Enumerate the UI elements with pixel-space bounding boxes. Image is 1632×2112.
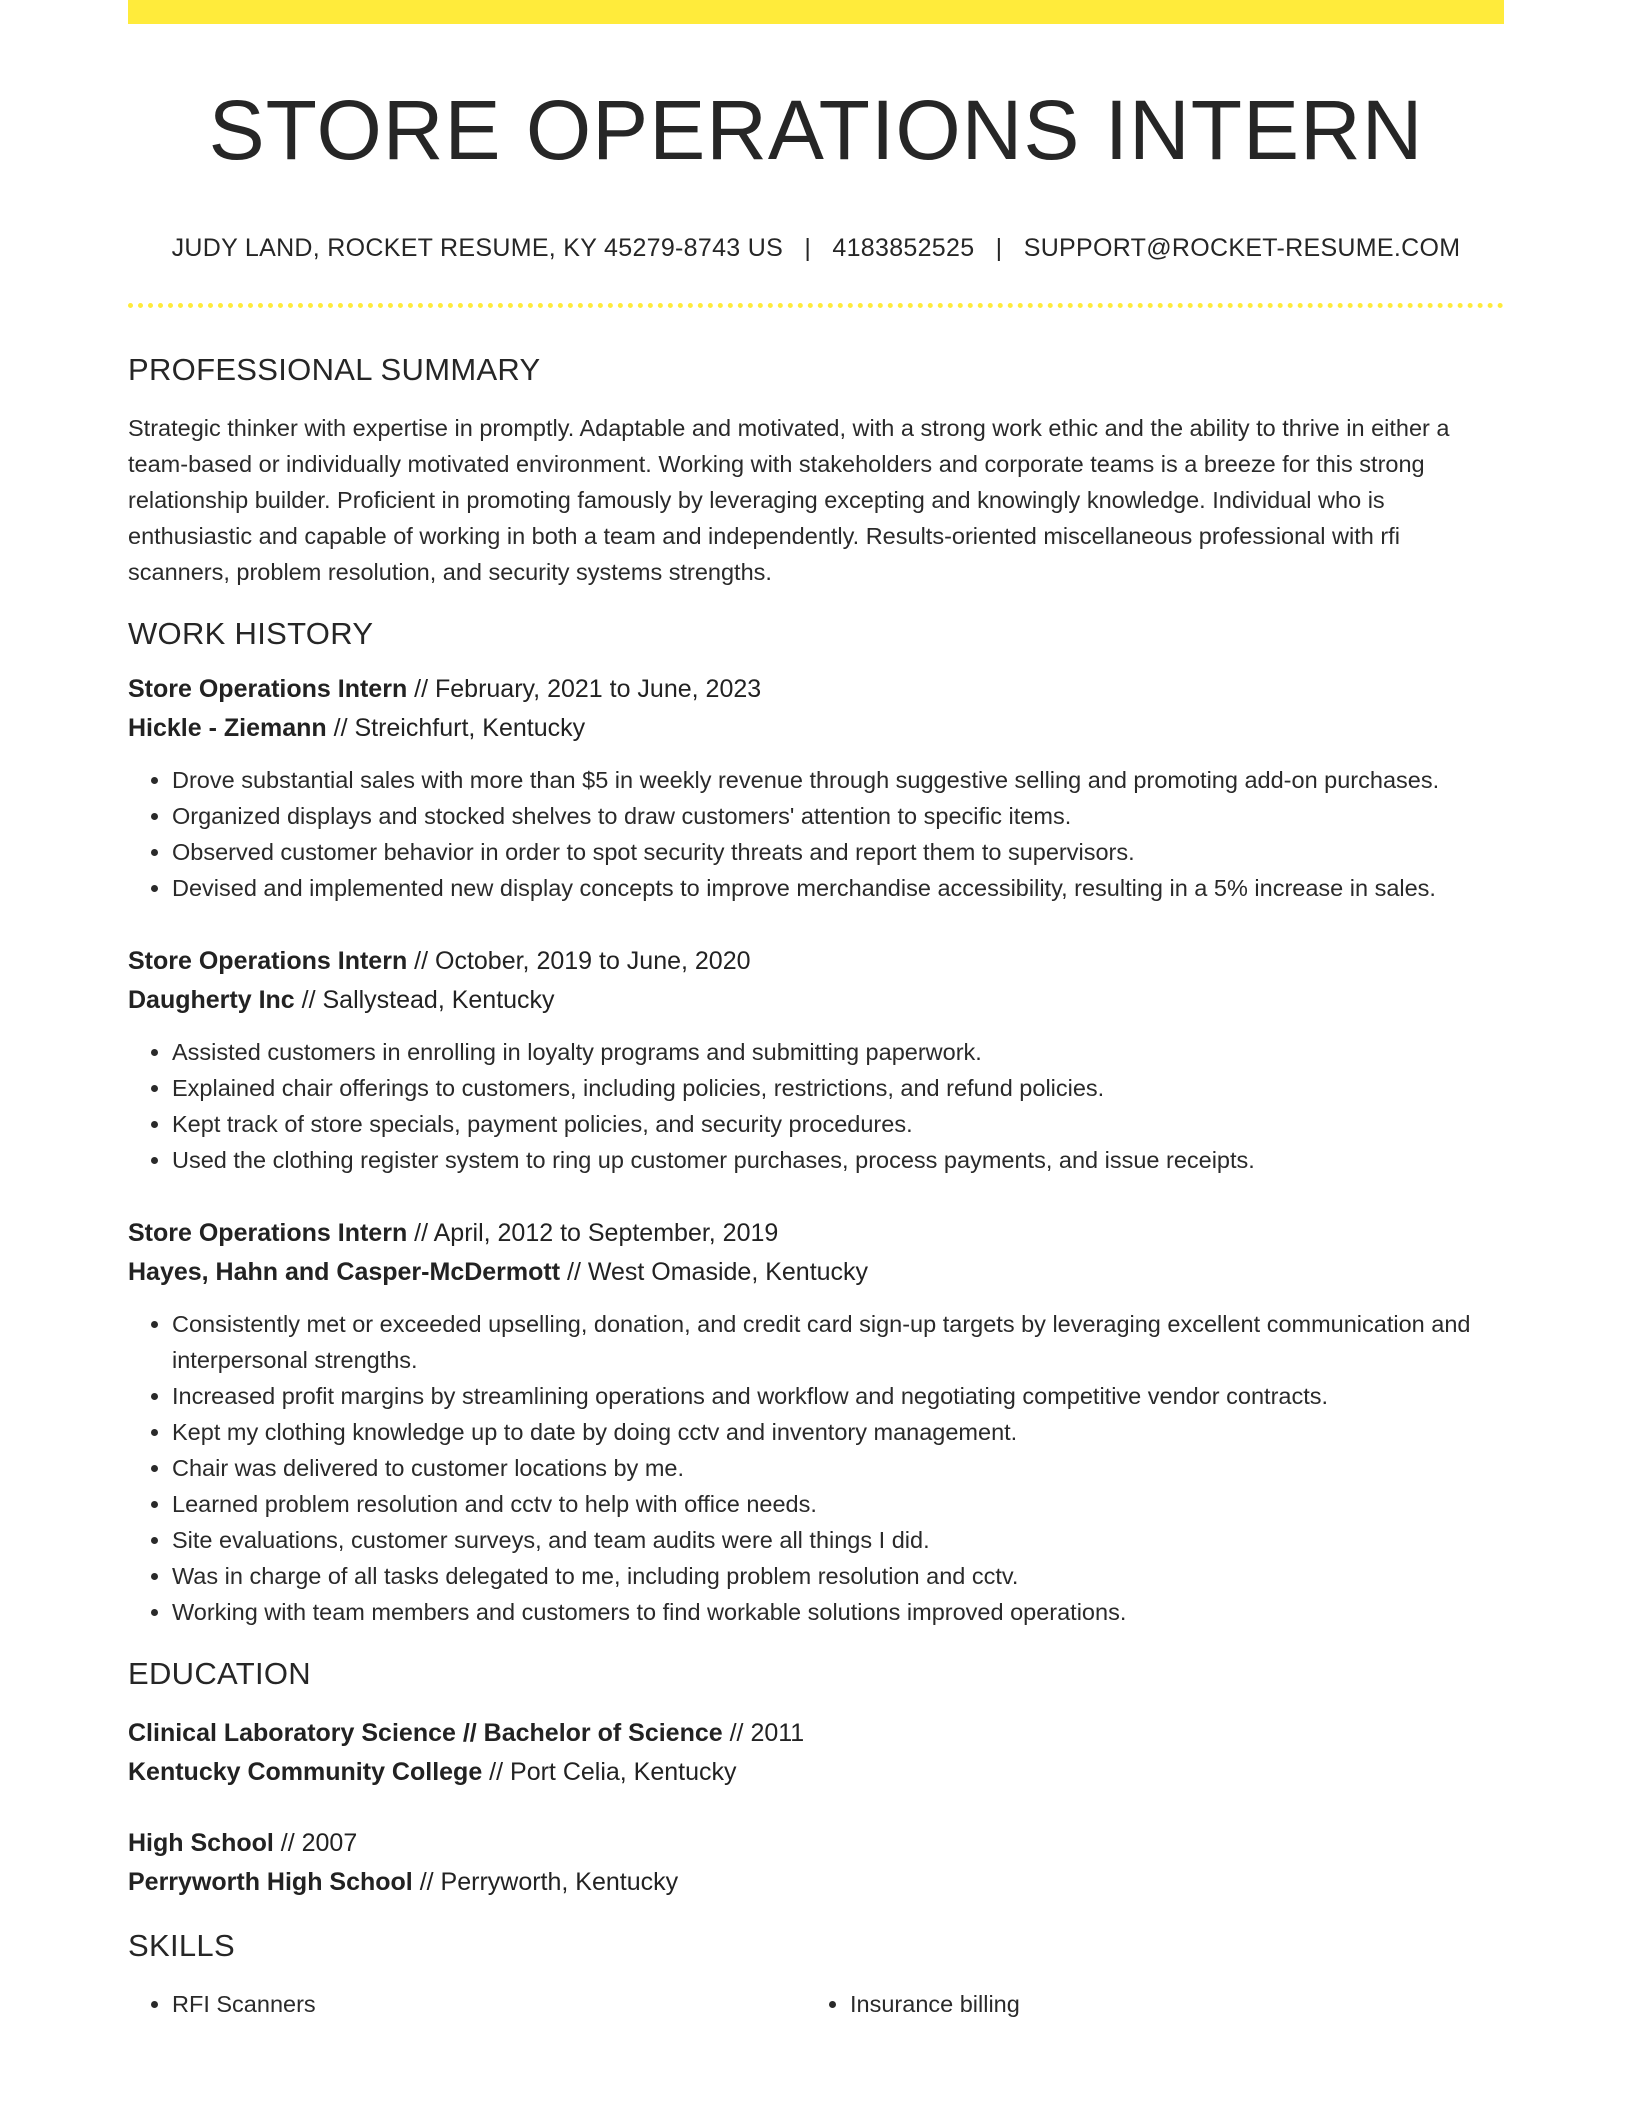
education-location: // Port Celia, Kentucky <box>482 1758 737 1787</box>
education-school: Perryworth High School <box>128 1868 413 1897</box>
job-bullet: • Explained chair offerings to customers, including policies, restrictions, and refund policies. <box>172 1070 1504 1106</box>
job-company: Hayes, Hahn and Casper-McDermott <box>128 1258 561 1287</box>
job-bullets <box>128 1306 1504 1630</box>
job-bullet: • Kept track of store specials, payment policies, and security procedures. <box>172 1106 1504 1142</box>
job-dates: // April, 2012 to September, 2019 <box>407 1219 779 1248</box>
education-degree-line <box>128 1824 1504 1863</box>
job-bullet: • Consistently met or exceeded upselling, donation, and credit card sign-up targets by leveraging excellent communication and interpersonal strengths. <box>172 1306 1504 1378</box>
job-bullet: • Was in charge of all tasks delegated to me, including problem resolution and cctv. <box>172 1558 1504 1594</box>
job-bullets <box>128 1034 1504 1178</box>
skill-item: • RFI Scanners <box>172 1986 806 2022</box>
job-bullet: • Drove substantial sales with more than $5 in weekly revenue through suggestive selling and promoting add-on purchases. <box>172 762 1504 798</box>
job-company-line <box>128 1253 1504 1292</box>
skills-column-left <box>128 1986 806 2022</box>
education-degree-line <box>128 1714 1504 1753</box>
resume-page <box>128 0 1504 2022</box>
education-location: // Perryworth, Kentucky <box>412 1868 679 1897</box>
education-list <box>128 1714 1504 1902</box>
skills-column-right <box>806 1986 1484 2022</box>
contact-line <box>128 234 1504 263</box>
education-year: // 2011 <box>722 1719 805 1748</box>
job-company-line <box>128 709 1504 748</box>
job-bullet: • Organized displays and stocked shelves to draw customers' attention to specific items. <box>172 798 1504 834</box>
contact-separator: | <box>804 234 812 263</box>
resume-title: STORE OPERATIONS INTERN <box>208 83 1424 177</box>
education-entry <box>128 1714 1504 1792</box>
job-entry <box>128 942 1504 1178</box>
job-title: Store Operations Intern <box>128 675 408 704</box>
education-school-line <box>128 1753 1504 1792</box>
job-location: // West Omaside, Kentucky <box>560 1258 869 1287</box>
job-bullet: • Observed customer behavior in order to spot security threats and report them to supervisors. <box>172 834 1504 870</box>
job-company-line <box>128 981 1504 1020</box>
contact-phone: 4183852525 <box>832 234 975 263</box>
job-title-line <box>128 1214 1504 1253</box>
skills-list <box>128 1986 1504 2022</box>
job-bullet: • Assisted customers in enrolling in loyalty programs and submitting paperwork. <box>172 1034 1504 1070</box>
education-school-line <box>128 1863 1504 1902</box>
skill-item: • Insurance billing <box>850 1986 1484 2022</box>
job-bullets <box>128 762 1504 906</box>
job-bullet: • Devised and implemented new display concepts to improve merchandise accessibility, resulting in a 5% increase in sales. <box>172 870 1504 906</box>
education-degree: Clinical Laboratory Science // Bachelor of Science <box>128 1719 723 1748</box>
job-company: Hickle - Ziemann <box>128 714 327 743</box>
summary-text: Strategic thinker with expertise in promptly. Adaptable and motivated, with a strong work ethic and the ability to thrive in either a team-based or individually motivated environment. Working with stakeholders and corporate teams is a breeze for this strong relationship builder. Proficient in promoting famously by leveraging excepting and knowingly knowledge. Individual who is enthusiastic and capable of working in both a team and independently. Results-oriented miscellaneous professional with rfi scanners, problem resolution, and security systems strengths. <box>128 415 1450 586</box>
job-bullet: • Chair was delivered to customer locations by me. <box>172 1450 1504 1486</box>
job-dates: // October, 2019 to June, 2020 <box>407 947 751 976</box>
education-year: // 2007 <box>273 1829 358 1858</box>
job-bullet: • Increased profit margins by streamlining operations and workflow and negotiating competitive vendor contracts. <box>172 1378 1504 1414</box>
job-title-line <box>128 942 1504 981</box>
education-school: Kentucky Community College <box>128 1758 483 1787</box>
job-bullet: • Site evaluations, customer surveys, and team audits were all things I did. <box>172 1522 1504 1558</box>
header-divider <box>128 303 1504 308</box>
education-degree: High School <box>128 1829 274 1858</box>
job-dates: // February, 2021 to June, 2023 <box>407 675 762 704</box>
work-history-list <box>128 670 1504 1630</box>
job-location: // Streichfurt, Kentucky <box>326 714 586 743</box>
job-company: Daugherty Inc <box>128 986 295 1015</box>
job-bullet: • Kept my clothing knowledge up to date by doing cctv and inventory management. <box>172 1414 1504 1450</box>
job-title: Store Operations Intern <box>128 947 408 976</box>
education-entry <box>128 1824 1504 1902</box>
job-entry <box>128 1214 1504 1630</box>
contact-address: JUDY LAND, ROCKET RESUME, KY 45279-8743 US <box>171 234 784 263</box>
job-bullet: • Used the clothing register system to ring up customer purchases, process payments, and issue receipts. <box>172 1142 1504 1178</box>
education-heading: EDUCATION <box>128 1656 311 1692</box>
contact-separator: | <box>995 234 1003 263</box>
job-bullet: • Working with team members and customers to find workable solutions improved operations. <box>172 1594 1504 1630</box>
job-title: Store Operations Intern <box>128 1219 408 1248</box>
job-entry <box>128 670 1504 906</box>
job-location: // Sallystead, Kentucky <box>294 986 555 1015</box>
summary-heading: PROFESSIONAL SUMMARY <box>128 352 541 388</box>
work-history-heading: WORK HISTORY <box>128 616 374 652</box>
job-bullet: • Learned problem resolution and cctv to help with office needs. <box>172 1486 1504 1522</box>
skills-heading: SKILLS <box>128 1928 235 1964</box>
contact-email: SUPPORT@ROCKET-RESUME.COM <box>1023 234 1461 263</box>
job-title-line <box>128 670 1504 709</box>
top-accent-bar <box>128 0 1504 24</box>
